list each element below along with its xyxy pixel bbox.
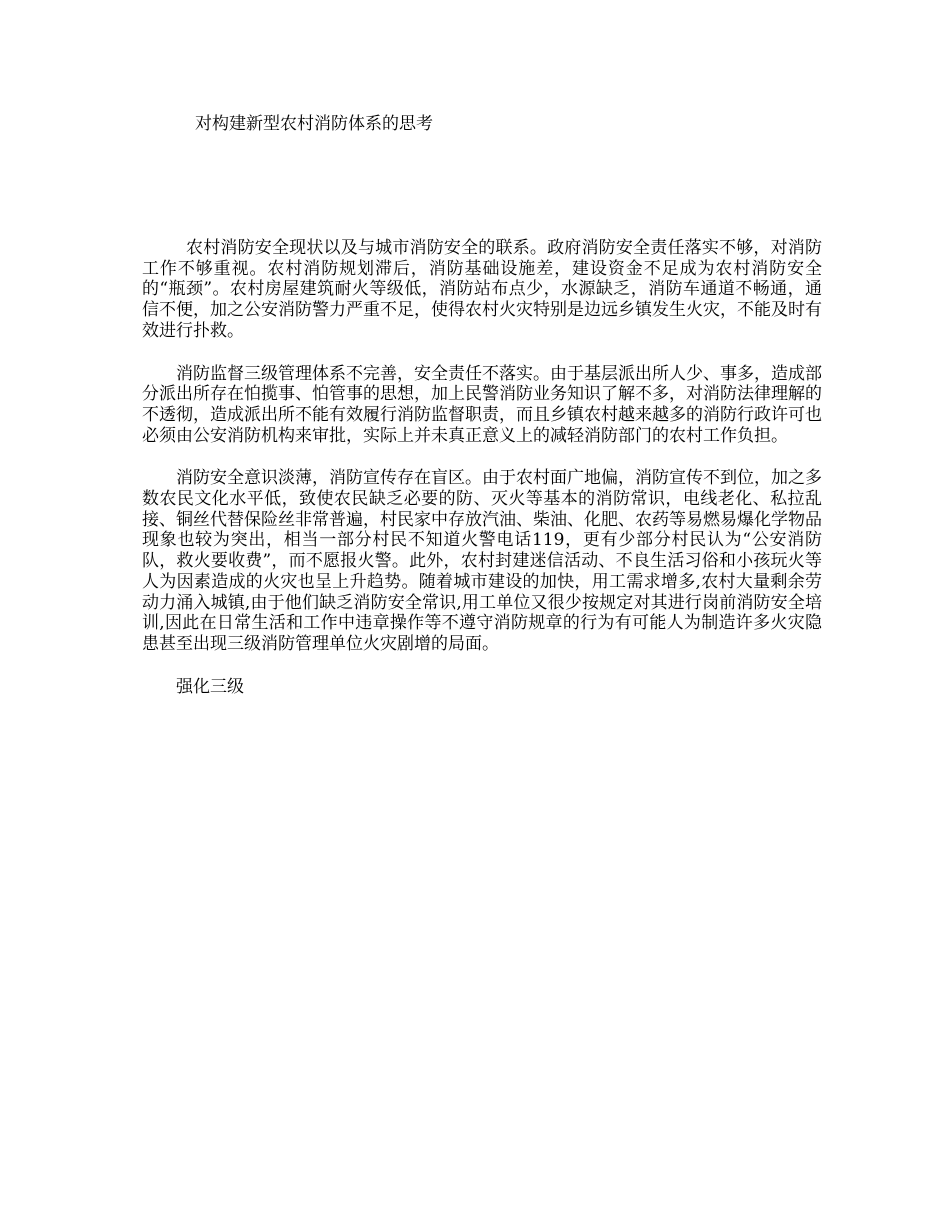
document-title: 对构建新型农村消防体系的思考 <box>195 114 433 134</box>
paragraph-strengthen-three-level: 强化三级 <box>176 676 244 697</box>
document-body <box>142 238 822 719</box>
paragraph-three-level-supervision: 消防监督三级管理体系不完善，安全责任不落实。由于基层派出所人少、事多，造成部分派出所存在怕揽事、怕管事的思想，加上民警消防业务知识了解不多，对消防法律理解的不透彻，造成派出所不能有效履行消防监督职责，而且乡镇农村越来越多的消防行政许可也必须由公安消防机构来审批，实际上并未真正意义上的减轻消防部门的农村工作负担。 <box>142 363 822 446</box>
paragraph-rural-fire-safety-status: 农村消防安全现状以及与城市消防安全的联系。政府消防安全责任落实不够，对消防工作不够重视。农村消防规划滞后，消防基础设施差，建设资金不足成为农村消防安全的“瓶颈”。农村房屋建筑耐火等级低，消防站布点少，水源缺乏，消防车通道不畅通，通信不便，加之公安消防警力严重不足，使得农村火灾特别是边远乡镇发生火灾，不能及时有效进行扑救。 <box>142 238 822 341</box>
paragraph-fire-safety-awareness: 消防安全意识淡薄，消防宣传存在盲区。由于农村面广地偏，消防宣传不到位，加之多数农民文化水平低，致使农民缺乏必要的防、灭火等基本的消防常识，电线老化、私拉乱接、铜丝代替保险丝非常普遍，村民家中存放汽油、柴油、化肥、农药等易燃易爆化学物品现象也较为突出，相当一部分村民不知道火警电话119，更有少部分村民认为“公安消防队，救火要收费”，而不愿报火警。此外，农村封建迷信活动、不良生活习俗和小孩玩火等人为因素造成的火灾也呈上升趋势。随着城市建设的加快，用工需求增多,农村大量剩余劳动力涌入城镇,由于他们缺乏消防安全常识,用工单位又很少按规定对其进行岗前消防安全培训,因此在日常生活和工作中违章操作等不遵守消防规章的行为有可能人为制造许多火灾隐患甚至出现三级消防管理单位火灾剧增的局面。 <box>142 468 822 654</box>
